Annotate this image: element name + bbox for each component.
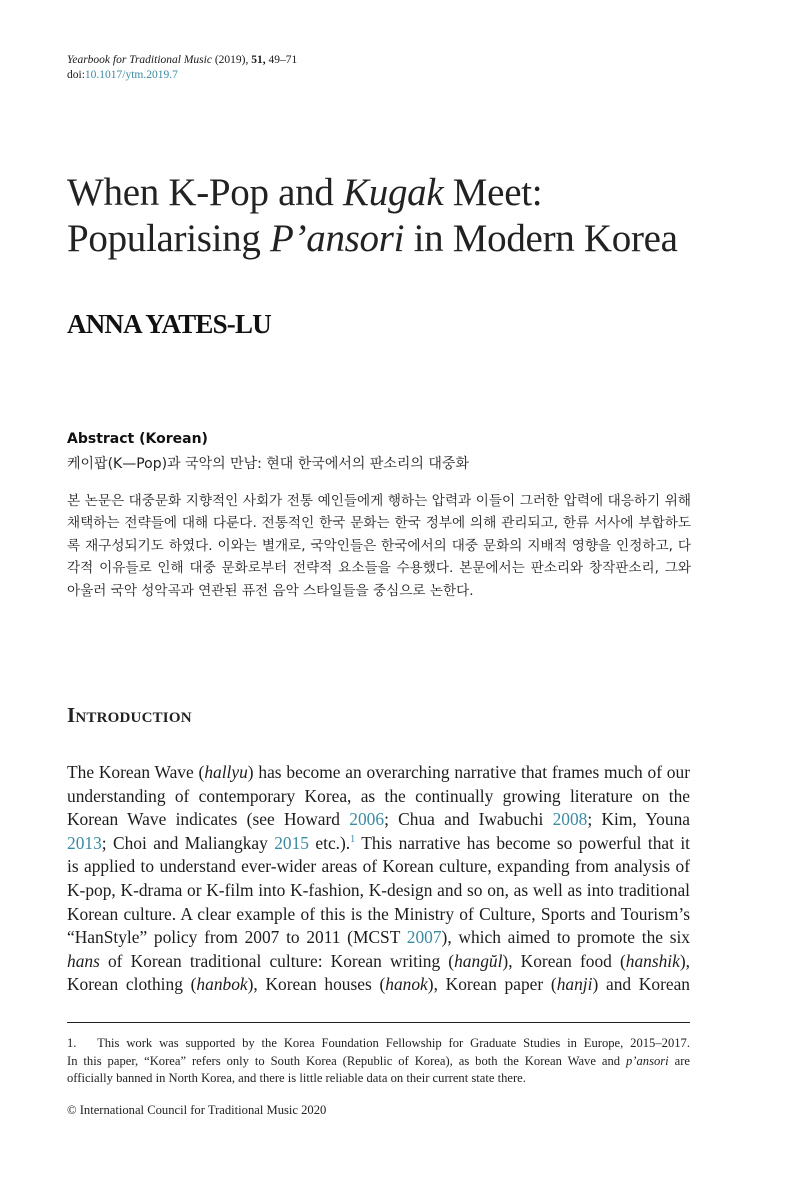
citation-link[interactable]: 2013 — [67, 832, 102, 853]
text-line: Korean Wave indicates (see Howard 2006; Chua and Iwabuchi 2008; Kim, Youna — [67, 809, 690, 830]
citation-link[interactable]: 2015 — [274, 832, 309, 853]
footnote — [67, 1035, 690, 1088]
title-italic: Kugak — [343, 171, 444, 214]
text-line: K-pop, K-drama or K-film into K-fashion, K-design and so on, as well as into traditional — [67, 879, 690, 900]
journal-volume: 51, — [251, 54, 266, 66]
author-name: ANNA YATES-LU — [67, 309, 271, 339]
footnote-line: In this paper, “Korea” refers only to South Korea (Republic of Korea), as both the Korean Wave and p’ansori are — [67, 1053, 690, 1068]
article-title — [67, 170, 747, 262]
citation-link[interactable]: 2007 — [406, 927, 442, 948]
doi-link[interactable]: 10.1017/ytm.2019.7 — [84, 69, 178, 81]
citation-link[interactable]: 2008 — [552, 809, 588, 830]
footnote-divider — [67, 1022, 690, 1023]
journal-year: (2019), — [211, 54, 252, 66]
title-text: Meet: — [443, 171, 543, 214]
text-line: Korean clothing (hanbok), Korean houses (hanok), Korean paper (hanji) and Korean — [67, 974, 690, 995]
journal-pages: 49–71 — [265, 54, 298, 66]
text-line: understanding of contemporary Korea, as the continually growing literature on the — [67, 785, 690, 806]
text-line: 2013; Choi and Maliangkay 2015 etc.).$^1$ This narrative has become so powerful that it — [67, 832, 691, 853]
footnote-reference[interactable]: 1 — [350, 833, 356, 845]
footnote-line: 1. This work was supported by the Korea Foundation Fellowship for Graduate Studies in Europe, 2015–2017. — [67, 1036, 690, 1050]
journal-citation — [67, 53, 297, 83]
text-line: The Korean Wave (hallyu) has become an overarching narrative that frames much of our — [67, 762, 690, 782]
section-heading: Introduction — [67, 703, 192, 727]
doi-prefix: doi: — [67, 69, 85, 81]
text-line: hans of Korean traditional culture: Korean writing (hangŭl), Korean food (hanshik), — [67, 950, 690, 971]
title-text: in Modern Korea — [404, 217, 678, 260]
text-line: Korean culture. A clear example of this is the Ministry of Culture, Sports and Tourism’s — [67, 903, 690, 924]
intro-paragraph — [67, 761, 690, 997]
abstract-body: 본 논문은 대중문화 지향적인 사회가 전통 예인들에게 행하는 압력과 이들이 그러한 압력에 대응하기 위해 채택하는 전략들에 대해 다룬다. 전통적인 한국 문화는 한국 정부에 의해 관리되고, 한류 서사에 부합하도록 재구성되기도 하였다. 이와는 별개로, 국악인들은 한국에서의 대중 문화의 지배적 영향을 인정하고, 다각적 이유들로 인해 대중 문화로부터 전략적 요소들을 수용했다. 본문에서는 판소리와 창작판소리, 그와 아울러 국악 성악곡과 연관된 퓨전 음악 스타일들을 중심으로 논한다. — [67, 493, 691, 599]
citation-link[interactable]: 2006 — [349, 809, 385, 830]
footnote-line: officially banned in North Korea, and there is little reliable data on their current state there. — [67, 1071, 526, 1086]
text-line: “HanStyle” policy from 2007 to 2011 (MCST 2007), which aimed to promote the six — [67, 927, 690, 948]
text-line: is applied to understand ever-wider areas of Korean culture, expanding from analysis of — [67, 856, 690, 877]
copyright-notice: © International Council for Traditional Music 2020 — [67, 1103, 327, 1117]
title-text: Popularising — [67, 217, 271, 260]
title-italic: P’ansori — [270, 217, 405, 260]
journal-name: Yearbook for Traditional Music — [67, 54, 212, 66]
abstract-heading: Abstract (Korean) — [67, 431, 208, 447]
abstract-subtitle: 케이팝(K—Pop)과 국악의 만남: 현대 한국에서의 판소리의 대중화 — [67, 456, 469, 472]
title-text: When K-Pop and — [67, 171, 344, 214]
